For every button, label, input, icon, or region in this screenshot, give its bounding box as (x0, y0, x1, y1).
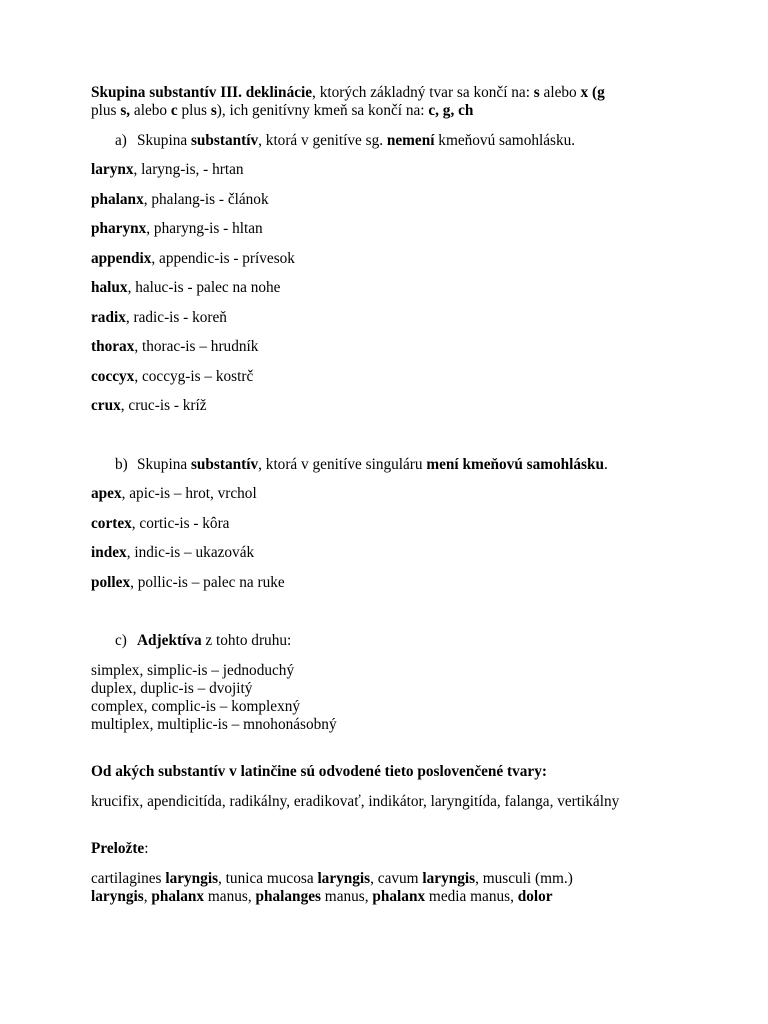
section-b-heading: b) Skupina substantív, ktorá v genitíve singuláru mení kmeňovú samohlásku. (115, 455, 608, 473)
question-heading: Od akých substantív v latinčine sú odvodené tieto poslovenčené tvary: (91, 763, 547, 780)
list-item: pollex, pollic-is – palec na ruke (91, 573, 285, 591)
list-b (91, 485, 691, 592)
section-a-heading: a) Skupina substantív, ktorá v genitíve sg. nemení kmeňovú samohlásku. (115, 131, 576, 149)
spacer (91, 745, 691, 763)
list-item: duplex, duplic-is – dvojitý (91, 679, 253, 697)
list-a (91, 161, 691, 415)
list-item: multiplex, multiplic-is – mnohonásobný (91, 715, 337, 733)
document-page (91, 84, 691, 917)
translate-text: cartilagines laryngis, tunica mucosa laryngis, cavum laryngis, musculi (mm.) laryngis, phalanx manus, phalanges manus, phalanx media manus, dolor (91, 869, 573, 905)
adjective-list (91, 662, 691, 734)
list-item: appendix, appendic-is - prívesok (91, 249, 295, 267)
intro-paragraph: Skupina substantív III. deklinácie, ktorých základný tvar sa končí na: s alebo x (g plus s, alebo c plus s), ich genitívny kmeň sa končí na: c, g, ch (91, 84, 605, 119)
section-c-heading: c) Adjektíva z tohto druhu: (115, 632, 292, 649)
list-marker: b) (115, 455, 128, 473)
list-item: crux, cruc-is - kríž (91, 397, 207, 414)
list-marker: c) (115, 632, 127, 649)
list-item: complex, complic-is – komplexný (91, 697, 301, 715)
derived-words: krucifix, apendicitída, radikálny, eradikovať, indikátor, laryngitída, falanga, vertikálny (91, 792, 620, 810)
spacer (91, 822, 691, 840)
list-item: halux, haluc-is - palec na nohe (91, 279, 281, 296)
spacer (91, 603, 691, 632)
spacer (91, 427, 691, 456)
list-item: index, indic-is – ukazovák (91, 544, 255, 561)
list-item: phalanx, phalang-is - článok (91, 190, 269, 208)
list-item: coccyx, coccyg-is – kostrč (91, 367, 254, 385)
list-item: radix, radic-is - koreň (91, 308, 227, 326)
list-item: pharynx, pharyng-is - hltan (91, 220, 263, 237)
list-item: thorax, thorac-is – hrudník (91, 338, 259, 355)
list-item: simplex, simplic-is – jednoduchý (91, 661, 295, 679)
list-item: apex, apic-is – hrot, vrchol (91, 485, 257, 502)
list-marker: a) (115, 131, 127, 149)
list-item: cortex, cortic-is - kôra (91, 514, 230, 532)
translate-heading: Preložte: (91, 840, 149, 857)
list-item: larynx, laryng-is, - hrtan (91, 161, 244, 178)
